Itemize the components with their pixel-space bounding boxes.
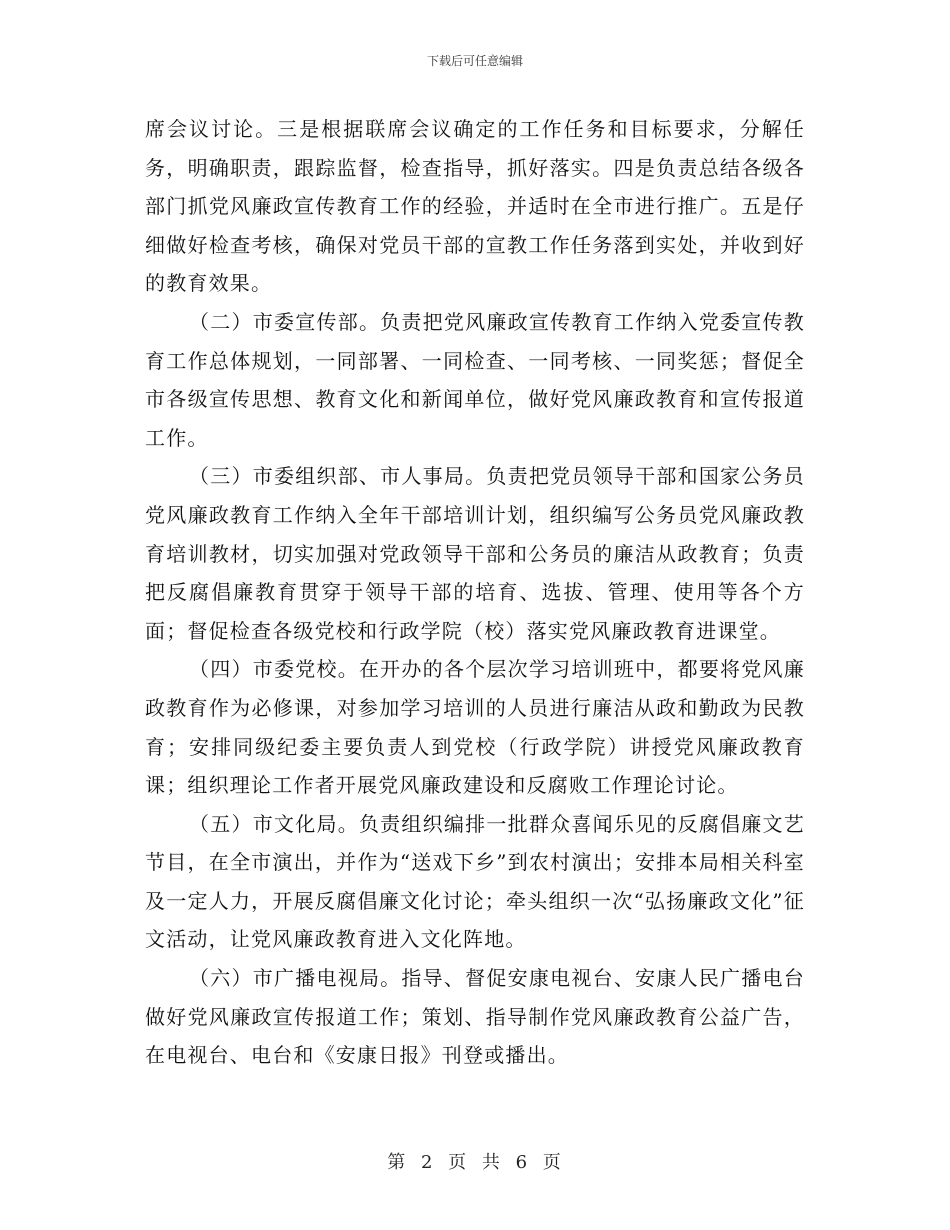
page-footer: 第 2 页 共 6 页 <box>387 1152 563 1173</box>
paragraph-continuation: 席会议讨论。三是根据联席会议确定的工作任务和目标要求，分解任务，明确职责，跟踪监督，检查指导，抓好落实。四是负责总结各级各部门抓党风廉政宣传教育工作的经验，并适时在全市进行推广。五是仔细做好检查考核，确保对党员干部的宣教工作任务落到实处，并收到好的教育效果。 <box>145 117 805 296</box>
paragraph-party-school: （四）市委党校。在开办的各个层次学习培训班中，都要将党风廉政教育作为必修课，对参加学习培训的人员进行廉洁从政和勤政为民教育；安排同级纪委主要负责人到党校（行政学院）讲授党风廉政教育课；组织理论工作者开展党风廉政建设和反腐败工作理论讨论。 <box>145 657 805 798</box>
page-header: 下载后可任意编辑 <box>426 54 523 68</box>
paragraph-propaganda-dept: （二）市委宣传部。负责把党风廉政宣传教育工作纳入党委宣传教育工作总体规划，一同部署、一同检查、一同考核、一同奖惩；督促全市各级宣传思想、教育文化和新闻单位，做好党风廉政教育和宣传报道工作。 <box>145 309 805 450</box>
document-body <box>145 110 805 1075</box>
paragraph-organization-dept: （三）市委组织部、市人事局。负责把党员领导干部和国家公务员党风廉政教育工作纳入全年干部培训计划，组织编写公务员党风廉政教育培训教材，切实加强对党政领导干部和公务员的廉洁从政教育；负责把反腐倡廉教育贯穿于领导干部的培育、选拔、管理、使用等各个方面；督促检查各级党校和行政学院（校）落实党风廉政教育进课堂。 <box>145 464 805 643</box>
paragraph-culture-bureau: （五）市文化局。负责组织编排一批群众喜闻乐见的反腐倡廉文艺节目，在全市演出，并作为“送戏下乡”到农村演出；安排本局相关科室及一定人力，开展反腐倡廉文化讨论；牵头组织一次“弘扬廉政文化”征文活动，让党风廉政教育进入文化阵地。 <box>145 811 805 952</box>
paragraph-broadcast-bureau: （六）市广播电视局。指导、督促安康电视台、安康人民广播电台做好党风廉政宣传报道工作；策划、指导制作党风廉政教育公益广告，在电视台、电台和《安康日报》刊登或播出。 <box>145 966 805 1068</box>
